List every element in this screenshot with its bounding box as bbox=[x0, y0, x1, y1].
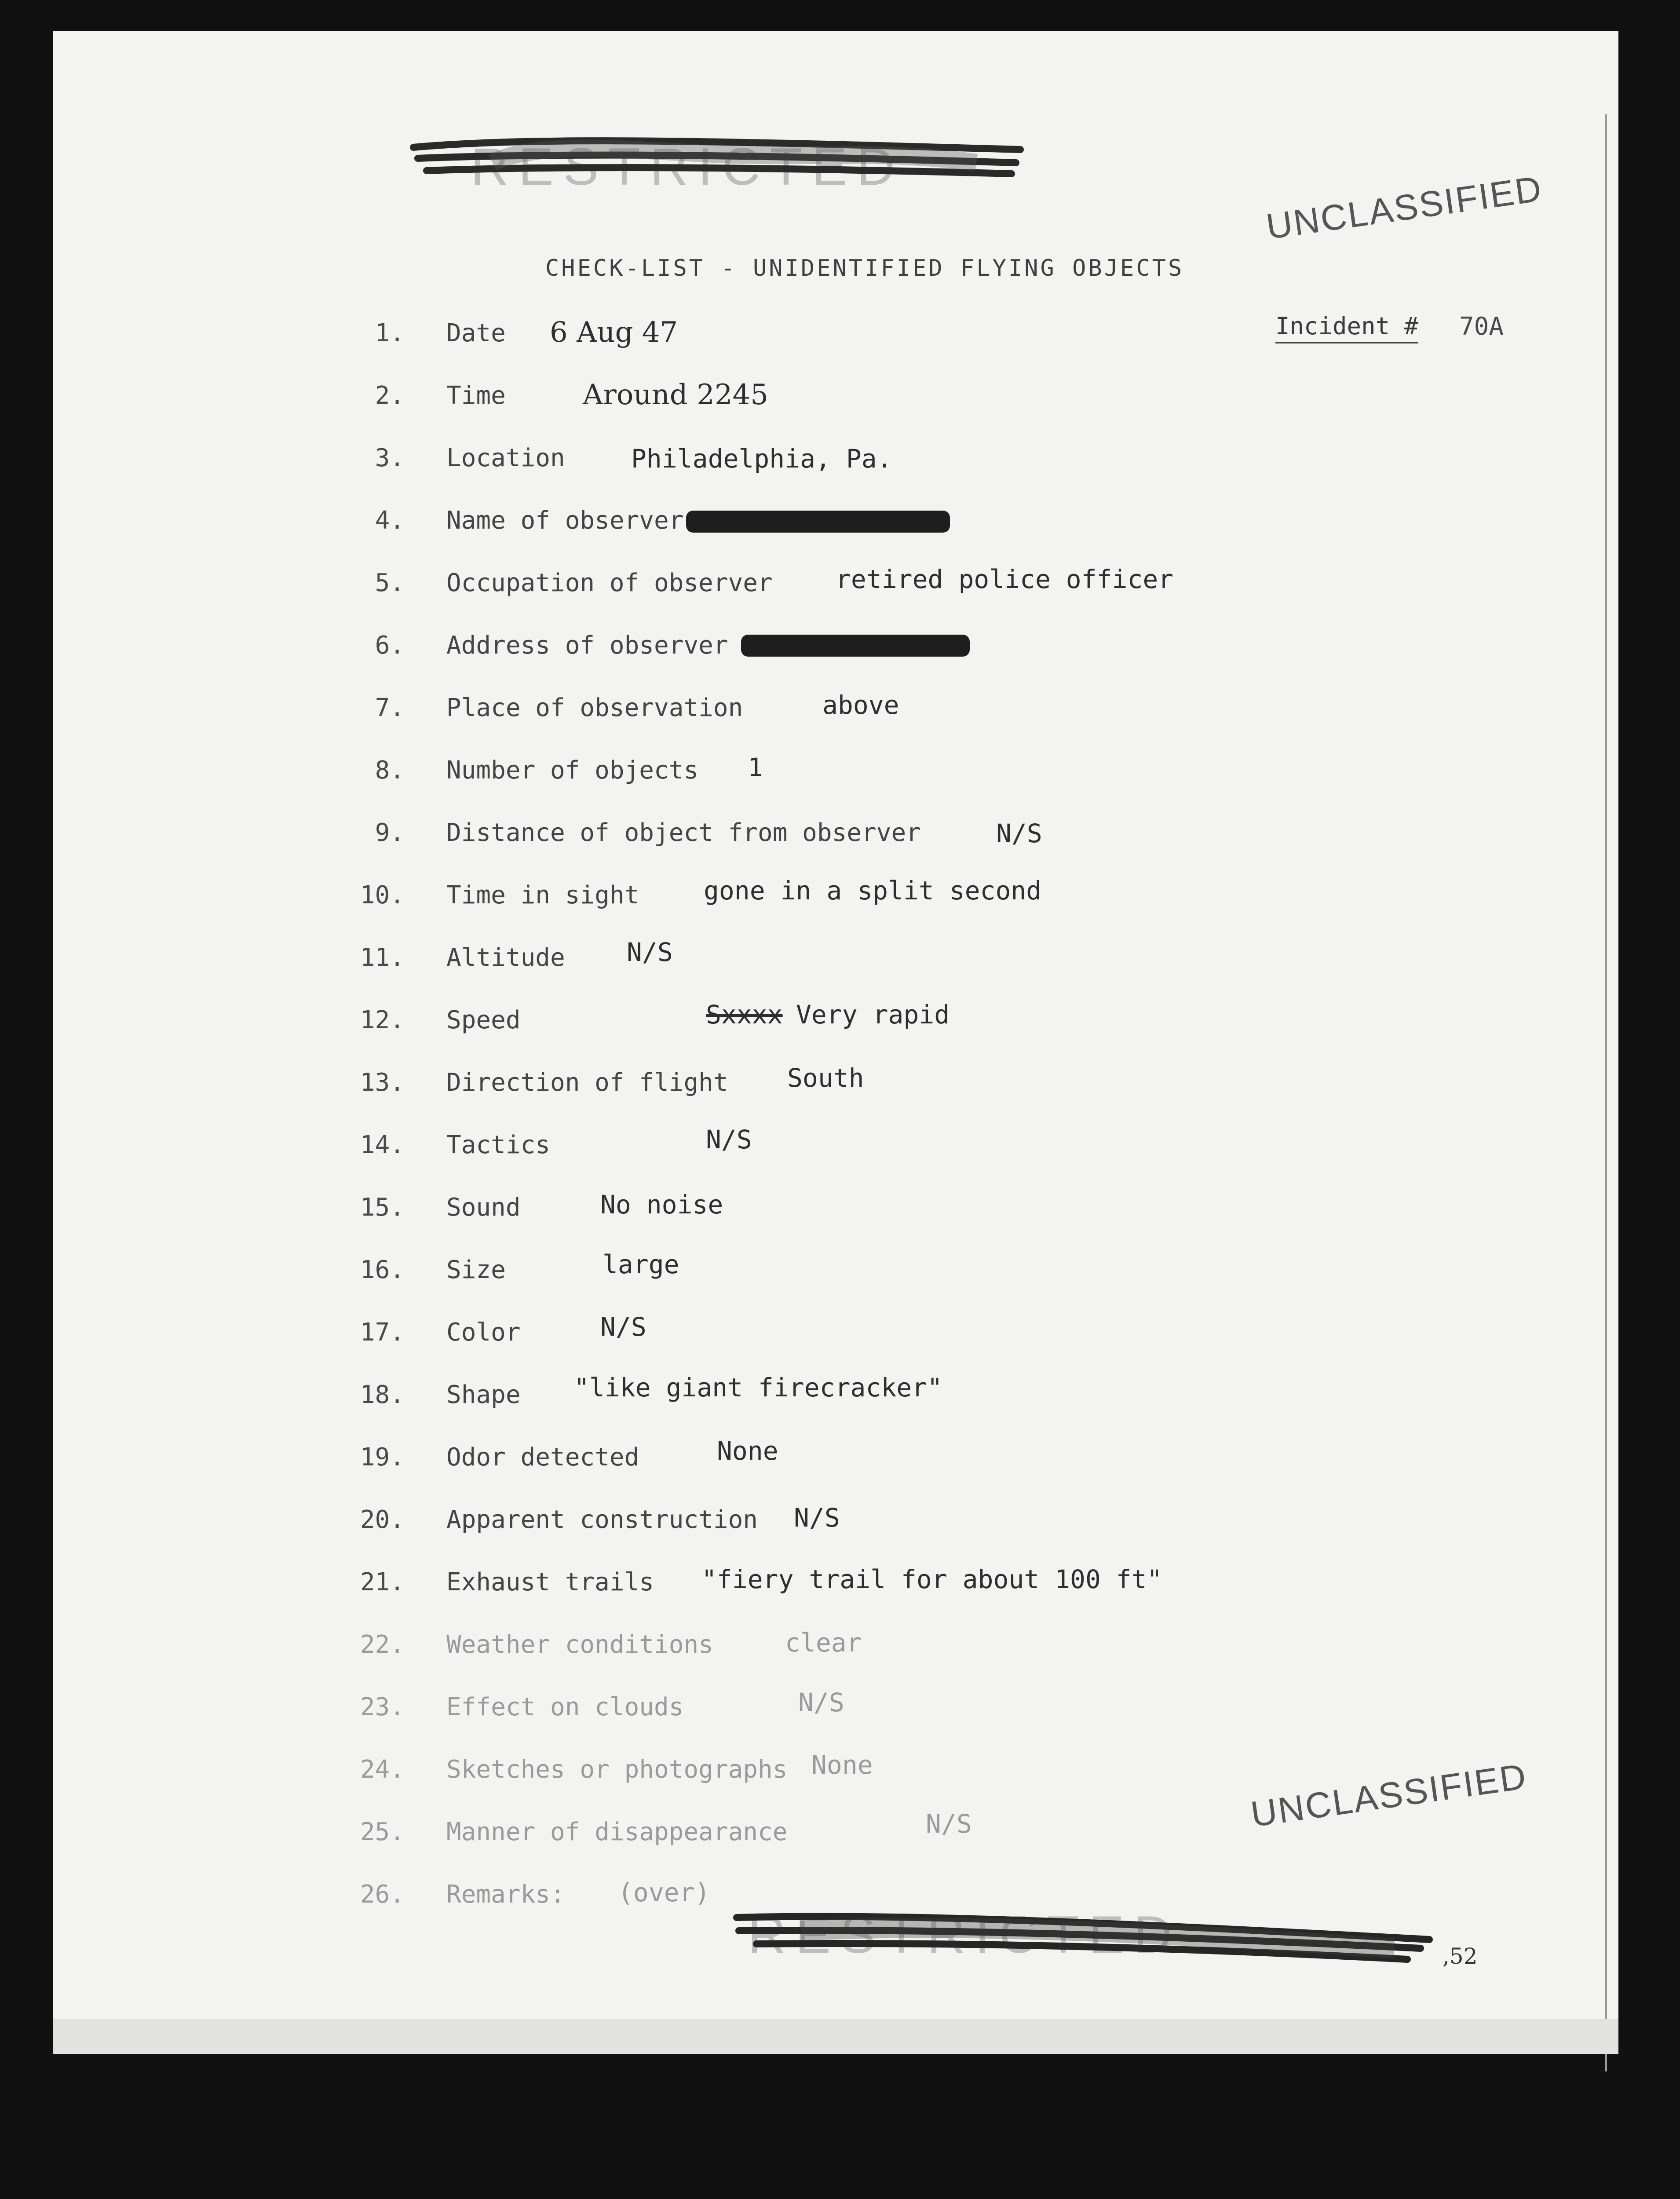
item-number: 9. bbox=[375, 818, 405, 847]
item-value: Philadelphia, Pa. bbox=[631, 444, 892, 474]
item-number: 22. bbox=[360, 1630, 405, 1659]
item-label: Occupation of observer bbox=[446, 569, 773, 597]
item-label: Effect on clouds bbox=[446, 1693, 684, 1721]
item-number: 5. bbox=[375, 569, 405, 597]
item-number: 1. bbox=[375, 319, 405, 347]
item-value: N/S bbox=[926, 1809, 972, 1839]
item-value: N/S bbox=[627, 937, 673, 967]
item-value: N/S bbox=[706, 1125, 752, 1154]
item-number: 23. bbox=[360, 1693, 405, 1721]
item-value: large bbox=[603, 1249, 679, 1279]
item-label: Color bbox=[446, 1318, 521, 1347]
item-number: 25. bbox=[360, 1818, 405, 1846]
item-number: 17. bbox=[360, 1318, 405, 1347]
item-value: N/S bbox=[794, 1503, 840, 1533]
item-label: Weather conditions bbox=[446, 1630, 713, 1659]
item-value: None bbox=[811, 1750, 873, 1780]
footer-mark-text: RESTRICTED bbox=[748, 1905, 1182, 1964]
item-number: 26. bbox=[360, 1880, 405, 1909]
incident-value: 70A bbox=[1459, 312, 1504, 341]
item-number: 21. bbox=[360, 1568, 405, 1596]
item-label: Address of observer bbox=[446, 631, 728, 660]
item-label: Altitude bbox=[446, 943, 565, 972]
item-label: Apparent construction bbox=[446, 1505, 758, 1534]
page-title: CHECK-LIST - UNIDENTIFIED FLYING OBJECTS bbox=[545, 255, 1184, 281]
corner-note: ,52 bbox=[1443, 1943, 1478, 1969]
item-value: N/S bbox=[798, 1688, 844, 1717]
item-number: 7. bbox=[375, 694, 405, 722]
item-value: Very rapid bbox=[796, 1000, 950, 1030]
item-label: Location bbox=[446, 444, 565, 472]
item-value: "fiery trail for about 100 ft" bbox=[701, 1564, 1162, 1594]
item-value: clear bbox=[785, 1628, 862, 1658]
item-value: 6 Aug 47 bbox=[550, 316, 678, 349]
item-value: (over) bbox=[618, 1878, 710, 1907]
item-value: No noise bbox=[600, 1190, 723, 1220]
footer-mark-scribble bbox=[737, 1905, 1478, 1969]
struck-value: Sxxxx bbox=[706, 1000, 783, 1030]
item-label: Odor detected bbox=[446, 1443, 639, 1472]
item-label: Distance of object from observer bbox=[446, 818, 921, 847]
item-label: Date bbox=[446, 319, 506, 347]
item-value: N/S bbox=[996, 818, 1042, 848]
redaction-bar bbox=[686, 511, 950, 533]
item-label: Manner of disappearance bbox=[446, 1818, 788, 1846]
unclassified-stamp-top: UNCLASSIFIED bbox=[1264, 168, 1545, 247]
header-mark-text: RESTRICTED bbox=[471, 137, 905, 196]
item-label: Tactics bbox=[446, 1131, 551, 1159]
incident-label: Incident # bbox=[1275, 312, 1418, 343]
item-label: Name of observer bbox=[446, 506, 684, 535]
item-number: 24. bbox=[360, 1755, 405, 1784]
item-value: N/S bbox=[600, 1312, 646, 1342]
item-number: 11. bbox=[360, 943, 405, 972]
item-label: Place of observation bbox=[446, 694, 743, 722]
item-number: 6. bbox=[375, 631, 405, 660]
item-value: 1 bbox=[748, 752, 763, 782]
item-number: 2. bbox=[375, 381, 405, 410]
item-label: Shape bbox=[446, 1381, 521, 1409]
item-number: 12. bbox=[360, 1006, 405, 1034]
item-number: 20. bbox=[360, 1505, 405, 1534]
item-label: Sketches or photographs bbox=[446, 1755, 788, 1784]
item-value: Around 2245 bbox=[583, 379, 768, 411]
item-label: Sound bbox=[446, 1193, 521, 1222]
item-label: Time bbox=[446, 381, 506, 410]
item-number: 19. bbox=[360, 1443, 405, 1472]
item-number: 10. bbox=[360, 881, 405, 910]
redaction-bar bbox=[741, 635, 970, 657]
item-label: Number of objects bbox=[446, 756, 699, 785]
page-edge-line bbox=[1605, 114, 1607, 2071]
item-value: None bbox=[717, 1436, 778, 1466]
item-value: above bbox=[822, 690, 899, 720]
item-label: Size bbox=[446, 1256, 506, 1284]
incident-number bbox=[1275, 312, 1504, 341]
item-number: 18. bbox=[360, 1381, 405, 1409]
item-value: "like giant firecracker" bbox=[574, 1373, 943, 1403]
item-value: South bbox=[787, 1063, 864, 1093]
item-number: 8. bbox=[375, 756, 405, 785]
item-value: gone in a split second bbox=[704, 876, 1042, 906]
item-number: 14. bbox=[360, 1131, 405, 1159]
item-label: Time in sight bbox=[446, 881, 639, 910]
item-label: Exhaust trails bbox=[446, 1568, 654, 1596]
item-label: Direction of flight bbox=[446, 1068, 728, 1097]
item-number: 15. bbox=[360, 1193, 405, 1222]
item-value: retired police officer bbox=[836, 564, 1174, 594]
header-mark-scribble bbox=[413, 137, 1020, 196]
document-page bbox=[53, 31, 1618, 2054]
item-number: 13. bbox=[360, 1068, 405, 1097]
item-label: Speed bbox=[446, 1006, 521, 1034]
item-number: 3. bbox=[375, 444, 405, 472]
item-label: Remarks: bbox=[446, 1880, 565, 1909]
item-number: 4. bbox=[375, 506, 405, 535]
unclassified-stamp-bottom: UNCLASSIFIED bbox=[1248, 1756, 1530, 1835]
item-number: 16. bbox=[360, 1256, 405, 1284]
